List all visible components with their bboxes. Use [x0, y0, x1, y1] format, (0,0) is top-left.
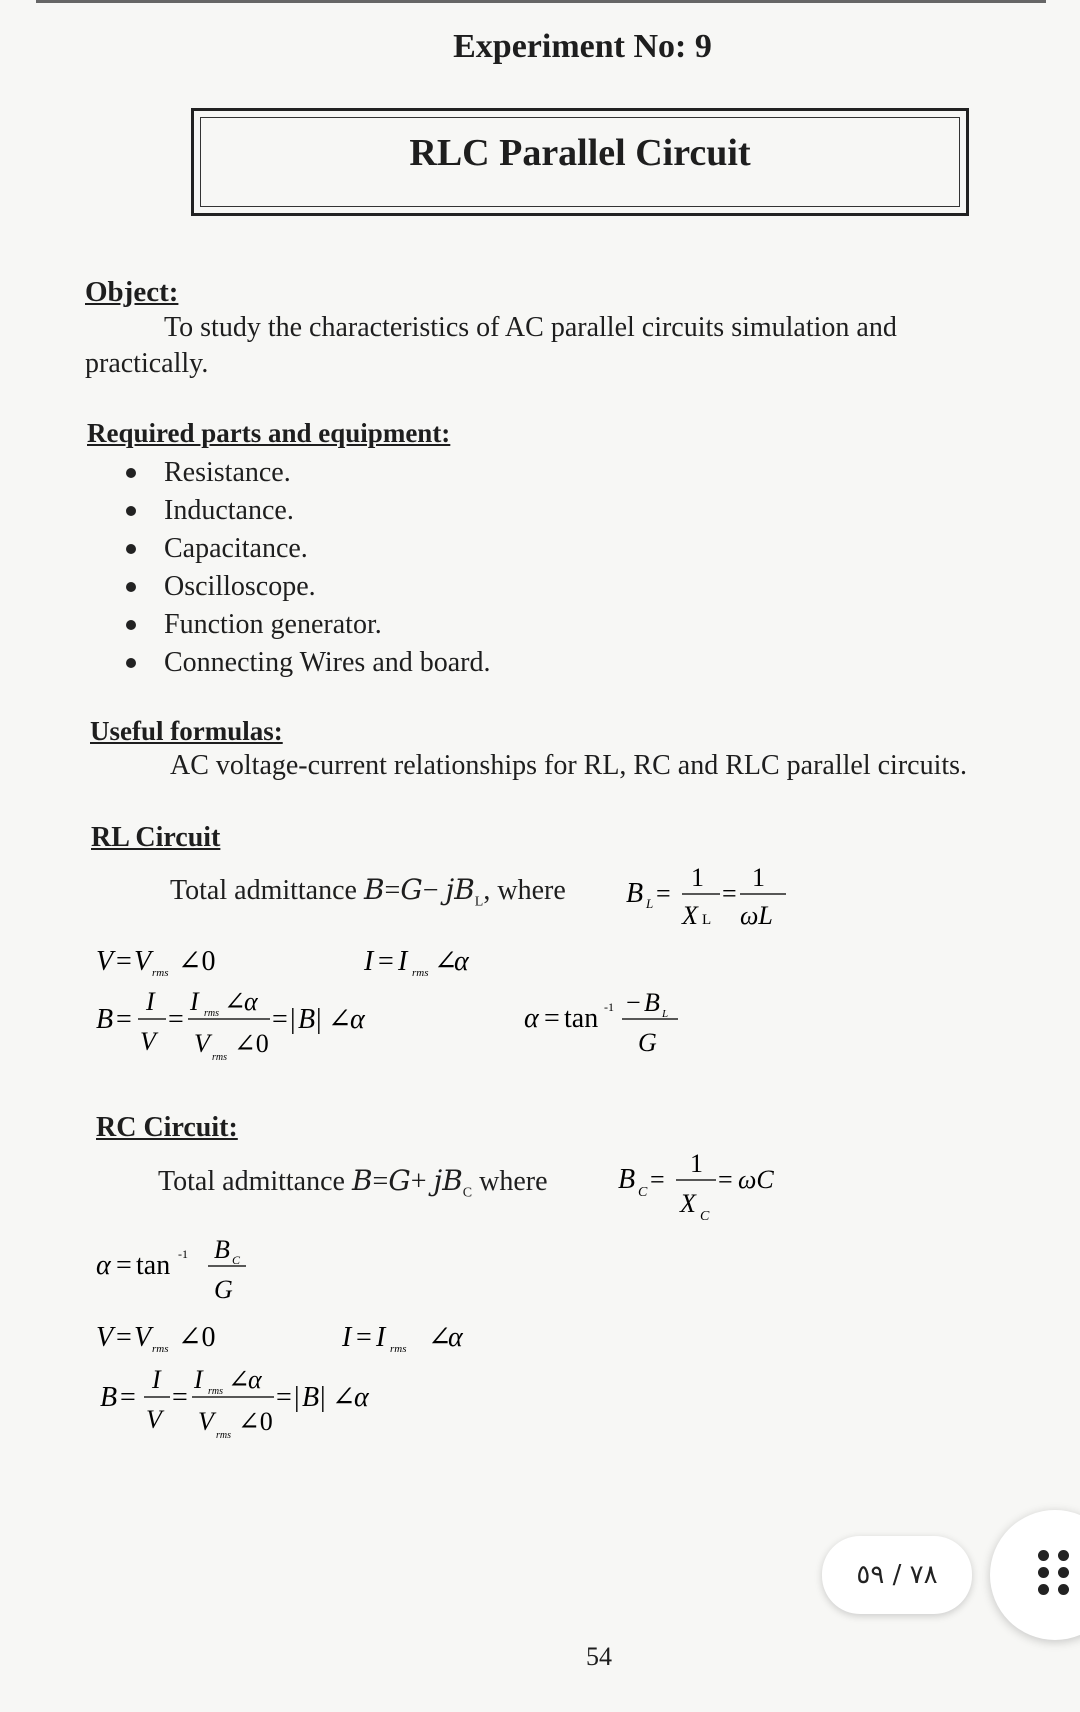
svg-text:=: =: [378, 946, 394, 977]
svg-text:I: I: [364, 946, 374, 977]
svg-text:C: C: [232, 1253, 241, 1267]
list-item: Connecting Wires and board.: [124, 644, 491, 682]
top-rule: [36, 0, 1046, 3]
svg-text:C: C: [700, 1209, 710, 1224]
svg-text:L: L: [662, 1008, 669, 1020]
svg-text:=: =: [722, 879, 737, 908]
svg-text:=: =: [172, 1382, 188, 1413]
svg-text:B: B: [618, 1164, 636, 1195]
rc-heading: RC Circuit:: [96, 1112, 238, 1143]
svg-text:∠0: ∠0: [178, 1322, 216, 1353]
svg-text:V: V: [194, 1029, 210, 1058]
svg-text:α: α: [244, 987, 258, 1016]
page-number: 54: [586, 1642, 612, 1671]
svg-text:∠: ∠: [434, 946, 458, 977]
svg-text:L: L: [702, 912, 712, 928]
svg-text:∠: ∠: [224, 987, 246, 1016]
object-text-line1: To study the characteristics of AC parallel circuits simulation and: [164, 312, 897, 343]
svg-text:rms: rms: [152, 967, 169, 979]
rl-v-i-formula: [94, 940, 514, 980]
svg-text:V: V: [96, 946, 114, 977]
svg-text:∠: ∠: [328, 1004, 352, 1035]
rl-intro: Total admittance $B=G- jB_L$, where: [170, 873, 566, 910]
svg-text:=: =: [650, 1165, 665, 1194]
svg-text:=: =: [120, 1382, 136, 1413]
svg-text:|: |: [294, 1382, 300, 1413]
rl-heading: RL Circuit: [91, 822, 221, 853]
svg-text:ωC: ωC: [738, 1165, 774, 1194]
svg-text:L: L: [646, 896, 654, 911]
object-text-line2: practically.: [85, 348, 209, 379]
svg-text:∠0: ∠0: [234, 1029, 269, 1058]
svg-text:∠: ∠: [428, 1322, 452, 1353]
svg-text:I: I: [146, 987, 155, 1016]
rc-intro: Total admittance $B=G+ jB_C$ where: [158, 1164, 548, 1201]
rl-bl-formula: [620, 856, 800, 936]
svg-text:α: α: [350, 1004, 365, 1035]
svg-text:rms: rms: [412, 967, 429, 979]
svg-text:-1: -1: [178, 1247, 188, 1261]
svg-text:=: =: [544, 1003, 560, 1034]
svg-text:rms: rms: [390, 1343, 407, 1355]
svg-text:∠0: ∠0: [178, 946, 216, 977]
svg-text:|: |: [320, 1382, 326, 1413]
svg-text:V: V: [134, 1322, 152, 1353]
svg-text:rms: rms: [216, 1430, 232, 1441]
list-item: Function generator.: [124, 606, 491, 644]
page-title: RLC Parallel Circuit: [409, 132, 751, 174]
rc-bc-formula: [614, 1142, 814, 1232]
formulas-heading: Useful formulas:: [90, 716, 283, 746]
svg-text:V: V: [198, 1407, 214, 1436]
svg-text:X: X: [682, 901, 698, 930]
svg-text:=: =: [272, 1004, 288, 1035]
equipment-heading: Required parts and equipment:: [87, 418, 451, 448]
svg-text:B: B: [214, 1235, 230, 1264]
svg-text:B: B: [96, 1004, 114, 1035]
svg-text:∠0: ∠0: [238, 1407, 273, 1436]
svg-text:B: B: [626, 878, 644, 909]
svg-text:rms: rms: [212, 1052, 228, 1063]
svg-text:-1: -1: [604, 1000, 614, 1014]
svg-text:=: =: [116, 1322, 132, 1353]
svg-text:α: α: [448, 1322, 463, 1353]
svg-text:|: |: [316, 1004, 322, 1035]
rc-b-formula: [94, 1356, 414, 1446]
svg-text:rms: rms: [208, 1386, 224, 1397]
svg-text:α: α: [354, 1382, 369, 1413]
svg-text:∠: ∠: [332, 1382, 356, 1413]
svg-text:=: =: [718, 1165, 733, 1194]
svg-text:rms: rms: [204, 1008, 220, 1019]
svg-text:V: V: [96, 1322, 114, 1353]
svg-text:−: −: [626, 988, 641, 1017]
svg-text:V: V: [134, 946, 152, 977]
svg-text:1: 1: [690, 1149, 703, 1178]
svg-text:B: B: [302, 1382, 320, 1413]
svg-text:I: I: [194, 1365, 203, 1394]
svg-text:I: I: [376, 1322, 386, 1353]
svg-text:tan: tan: [136, 1250, 171, 1281]
svg-text:=: =: [116, 1004, 132, 1035]
svg-text:|: |: [290, 1004, 296, 1035]
svg-text:1: 1: [691, 863, 704, 892]
title-box: [191, 108, 969, 216]
svg-text:=: =: [116, 1250, 132, 1281]
more-dots-icon: [1038, 1550, 1072, 1596]
experiment-number: Experiment No: 9: [453, 28, 712, 65]
rc-v-i-formula: [94, 1316, 514, 1356]
svg-text:α: α: [524, 1003, 539, 1034]
svg-text:α: α: [248, 1365, 262, 1394]
svg-text:G: G: [638, 1028, 657, 1057]
svg-text:=: =: [168, 1004, 184, 1035]
svg-text:G: G: [214, 1275, 233, 1304]
formulas-intro: AC voltage-current relationships for RL, RC and RLC parallel circuits.: [170, 750, 968, 781]
rc-alpha-formula: [94, 1232, 294, 1312]
svg-text:=: =: [116, 946, 132, 977]
svg-text:∠: ∠: [228, 1365, 250, 1394]
svg-text:tan: tan: [564, 1003, 599, 1034]
list-item: Oscilloscope.: [124, 568, 491, 606]
list-item: Inductance.: [124, 492, 491, 530]
list-item: Resistance.: [124, 454, 491, 492]
svg-text:α: α: [96, 1250, 111, 1281]
rl-alpha-formula: [522, 985, 722, 1065]
svg-text:ωL: ωL: [740, 901, 773, 930]
svg-text:I: I: [342, 1322, 352, 1353]
list-item: Capacitance.: [124, 530, 491, 568]
object-heading: Object:: [85, 276, 179, 308]
svg-text:=: =: [276, 1382, 292, 1413]
svg-text:1: 1: [752, 863, 765, 892]
svg-text:I: I: [398, 946, 408, 977]
svg-text:α: α: [454, 946, 469, 977]
svg-text:I: I: [190, 987, 199, 1016]
svg-text:B: B: [644, 988, 660, 1017]
svg-text:B: B: [298, 1004, 316, 1035]
svg-text:V: V: [146, 1405, 162, 1434]
page-indicator[interactable]: ٧٨ / ٥٩: [822, 1536, 972, 1614]
svg-text:rms: rms: [152, 1343, 169, 1355]
svg-text:I: I: [152, 1365, 161, 1394]
svg-text:V: V: [140, 1027, 156, 1056]
svg-text:X: X: [680, 1189, 696, 1218]
equipment-list: [124, 454, 491, 682]
svg-text:=: =: [356, 1322, 372, 1353]
svg-text:B: B: [100, 1382, 118, 1413]
svg-text:=: =: [656, 879, 671, 908]
rl-b-formula: [94, 980, 414, 1070]
svg-text:C: C: [638, 1185, 648, 1200]
